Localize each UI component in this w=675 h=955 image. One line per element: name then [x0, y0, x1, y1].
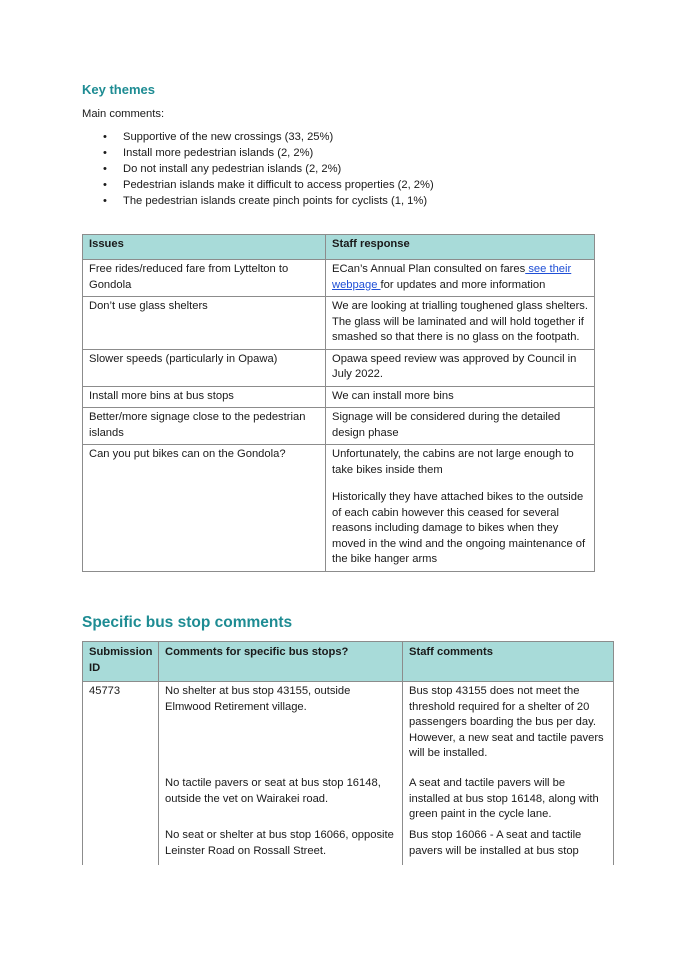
table-row	[83, 297, 595, 350]
bullet-icon: •	[103, 131, 107, 143]
table-row	[83, 386, 595, 408]
staff-response-header: Staff response	[326, 235, 595, 260]
issue-cell: Install more bins at bus stops	[83, 386, 326, 408]
staff-comments-cell	[403, 682, 614, 866]
see-their-webpage-link[interactable]: see their webpage	[332, 263, 572, 291]
list-item: • Install more pedestrian islands (2, 2%)	[103, 147, 314, 159]
bullet-icon: •	[103, 195, 107, 207]
response-cell	[326, 445, 595, 572]
bullet-icon: •	[103, 147, 107, 159]
response-cell: Signage will be considered during the detailed design phase	[326, 408, 595, 445]
submission-id-header: Submission ID	[83, 642, 159, 682]
list-item: • Pedestrian islands make it difficult to access properties (2, 2%)	[103, 179, 434, 191]
table-row	[83, 349, 595, 386]
staff-comment-block: Bus stop 43155 does not meet the threshold required for a shelter of 20 passengers boarding the bus per day. However, a new seat and tactile pavers will be installed.	[409, 685, 604, 759]
list-item: • Do not install any pedestrian islands (2, 2%)	[103, 163, 342, 175]
issue-cell: Slower speeds (particularly in Opawa)	[83, 349, 326, 386]
comment-block: No tactile pavers or seat at bus stop 16148, outside the vet on Wairakei road.	[165, 777, 381, 805]
issues-header: Issues	[83, 235, 326, 260]
comment-block: No shelter at bus stop 43155, outside Elmwood Retirement village.	[165, 685, 351, 713]
response-cell: Opawa speed review was approved by Council in July 2022.	[326, 349, 595, 386]
submission-id-cell: 45773	[83, 682, 159, 866]
comments-cell	[159, 682, 403, 866]
table-row	[83, 260, 595, 297]
staff-comments-header: Staff comments	[403, 642, 614, 682]
response-cell: ECan’s Annual Plan consulted on fares see their webpage for updates and more information	[326, 260, 595, 297]
list-item: • The pedestrian islands create pinch points for cyclists (1, 1%)	[103, 195, 428, 207]
issue-cell: Can you put bikes can on the Gondola?	[83, 445, 326, 572]
issue-cell: Free rides/reduced fare from Lyttelton to Gondola	[83, 260, 326, 297]
main-comments-intro: Main comments:	[82, 108, 165, 120]
table-header-row	[83, 235, 595, 260]
bullet-icon: •	[103, 179, 107, 191]
bus-stop-heading: Specific bus stop comments	[82, 614, 293, 631]
bus-stop-table	[82, 641, 614, 865]
response-cell: We are looking at trialling toughened glass shelters. The glass will be laminated and will hold together if smashed so that there is no glass on the footpath.	[326, 297, 595, 350]
table-row	[83, 682, 614, 866]
table-row	[83, 445, 595, 572]
staff-comment-block: Bus stop 16066 - A seat and tactile pavers will be installed at bus stop	[409, 829, 582, 857]
issues-table	[82, 234, 595, 572]
key-themes-heading: Key themes	[82, 82, 155, 97]
issue-cell: Don’t use glass shelters	[83, 297, 326, 350]
response-paragraph: Unfortunately, the cabins are not large enough to take bikes inside them	[332, 448, 574, 476]
response-paragraph: Historically they have attached bikes to the outside of each cabin however this ceased for several reasons including damage to bikes when they moved in the wind and the ongoing maintenance of the bike hanger arms	[332, 491, 586, 565]
issue-cell: Better/more signage close to the pedestrian islands	[83, 408, 326, 445]
comment-block: No seat or shelter at bus stop 16066, opposite Leinster Road on Rossall Street.	[165, 829, 394, 857]
table-header-row	[83, 642, 614, 682]
comments-header: Comments for specific bus stops?	[159, 642, 403, 682]
list-item: • Supportive of the new crossings (33, 25%)	[103, 131, 334, 143]
table-row	[83, 408, 595, 445]
response-cell: We can install more bins	[326, 386, 595, 408]
bullet-icon: •	[103, 163, 107, 175]
themes-list	[82, 129, 434, 209]
staff-comment-block: A seat and tactile pavers will be installed at bus stop 16148, along with green paint in the cycle lane.	[409, 777, 599, 820]
